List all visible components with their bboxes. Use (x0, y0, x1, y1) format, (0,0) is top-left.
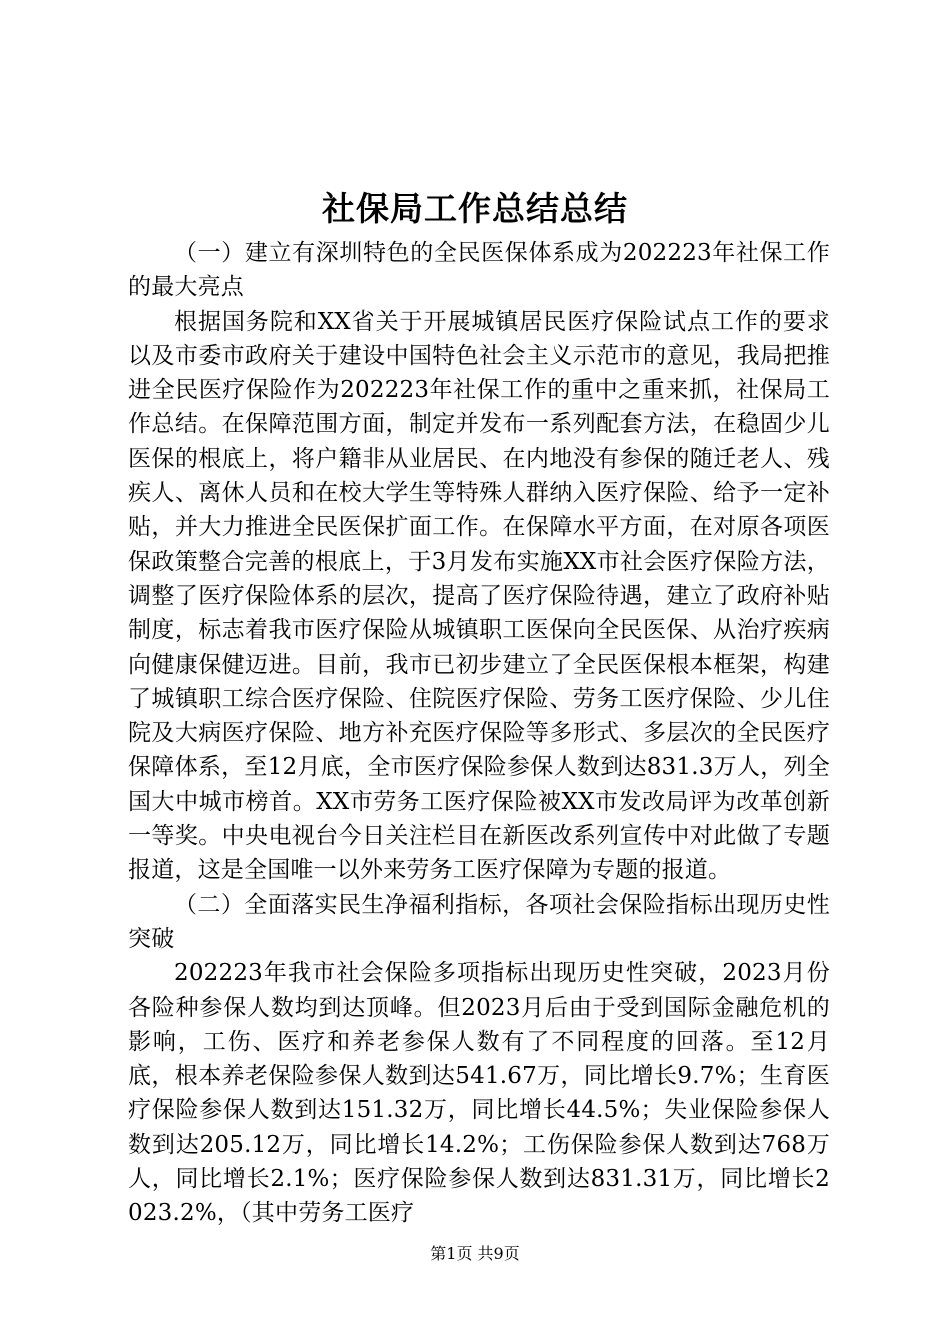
section-heading-1: （一）建立有深圳特色的全民医保体系成为202223年社保工作的最大亮点 (128, 240, 830, 301)
page-footer: 第1页 共9页 (430, 1244, 520, 1263)
section-heading-2: （二）全面落实民生净福利指标，各项社会保险指标出现历史性突破 (128, 891, 830, 952)
body-paragraph-1: 根据国务院和XX省关于开展城镇居民医疗保险试点工作的要求以及市委市政府关于建设中国特色社会主义示范市的意见，我局把推进全民医疗保险作为202223年社保工作的重中之重来抓，社保局工作总结。在保障范围方面，制定并发布一系列配套方法，在稳固少儿医保的根底上，将户籍非从业居民、在内地没有参保的随迁老人、残疾人、离休人员和在校大学生等特殊人群纳入医疗保险、给予一定补贴，并大力推进全民医保扩面工作。在保障水平方面，在对原各项医保政策整合完善的根底上，于3月发布实施XX市社会医疗保险方法，调整了医疗保险体系的层次，提高了医疗保险待遇，建立了政府补贴制度，标志着我市医疗保险从城镇职工医保向全民医保、从治疗疾病向健康保健迈进。目前，我市已初步建立了全民医保根本框架，构建了城镇职工综合医疗保险、住院医疗保险、劳务工医疗保险、少儿住院及大病医疗保险、地方补充医疗保险等多形式、多层次的全民医疗保障体系，至12月底，全市医疗保险参保人数到达831.3万人，列全国大中城市榜首。XX市劳务工医疗保险被XX市发改局评为改革创新一等奖。中央电视台今日关注栏目在新医改系列宣传中对此做了专题报道，这是全国唯一以外来劳务工医疗保障为专题的报道。 (128, 308, 830, 884)
document-title: 社保局工作总结总结 (322, 189, 628, 228)
body-paragraph-2: 202223年我市社会保险多项指标出现历史性突破，2023月份各险种参保人数均到达顶峰。但2023月后由于受到国际金融危机的影响，工伤、医疗和养老参保人数有了不同程度的回落。至12月底，根本养老保险参保人数到达541.67万，同比增长9.7%；生育医疗保险参保人数到达151.32万，同比增长44.5%；失业保险参保人数到达205.12万，同比增长14.2%；工伤保险参保人数到达768万人，同比增长2.1%；医疗保险参保人数到达831.31万，同比增长2023.2%，（其中劳务工医疗 (128, 960, 830, 1227)
document-body (128, 236, 830, 1231)
